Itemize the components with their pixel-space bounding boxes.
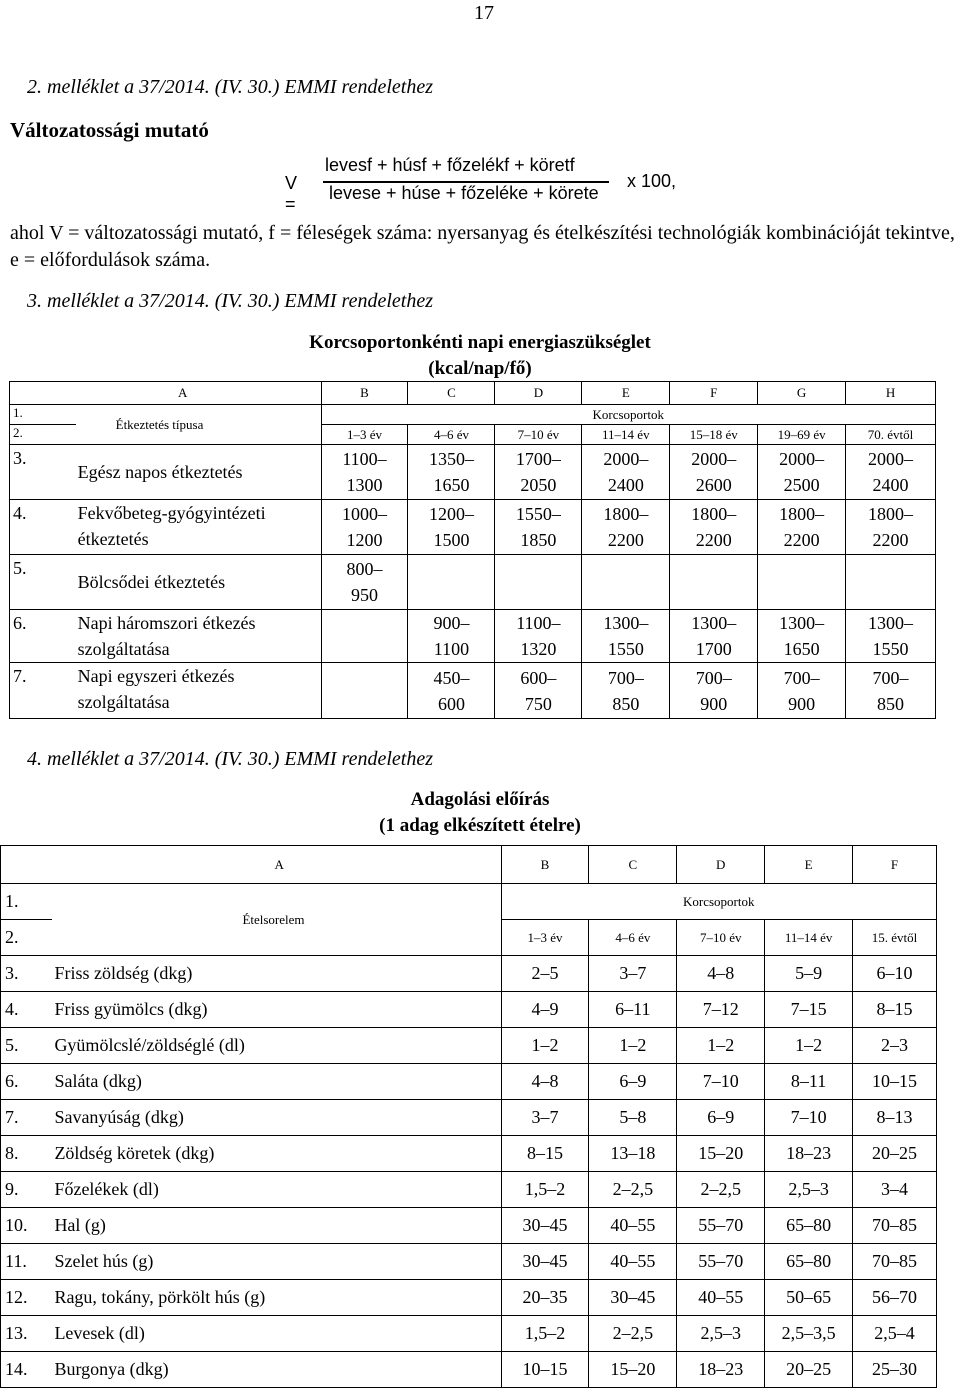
annex-4-title bbox=[250, 787, 710, 839]
age-group: 4–6 év bbox=[589, 920, 677, 956]
age-group-header: Korcsoportok bbox=[321, 405, 935, 425]
food-item-label: Gyümölcslé/zöldséglé (dl) bbox=[52, 1028, 501, 1064]
column-letter: G bbox=[758, 382, 846, 405]
energy-range-end: 2200 bbox=[783, 530, 820, 550]
portion-table-row bbox=[1, 1100, 937, 1136]
row-number: 8. bbox=[1, 1136, 53, 1172]
annex-3-title-line2: (kcal/nap/fő) bbox=[428, 358, 532, 379]
food-item-label: Saláta (dkg) bbox=[52, 1064, 501, 1100]
age-group: 7–10 év bbox=[677, 920, 765, 956]
energy-range-end: 750 bbox=[524, 693, 552, 714]
food-item-label: Szelet hús (g) bbox=[52, 1244, 501, 1280]
portion-value-cell: 4–8 bbox=[677, 956, 765, 992]
portion-value-cell: 6–11 bbox=[589, 992, 677, 1028]
annex-4-reference: 4. melléklet a 37/2014. (IV. 30.) EMMI rendelethez bbox=[27, 748, 433, 770]
age-group: 11–14 év bbox=[765, 920, 853, 956]
portion-value-cell: 3–7 bbox=[589, 956, 677, 992]
energy-table-row bbox=[10, 663, 936, 719]
energy-range-start: 700– bbox=[695, 667, 732, 688]
row-number: 6. bbox=[10, 610, 76, 663]
energy-range-end: 2200 bbox=[872, 530, 909, 550]
age-group: 15. évtől bbox=[853, 920, 937, 956]
energy-range-end: 1550 bbox=[607, 639, 644, 659]
empty-cell bbox=[1, 846, 53, 884]
column-letter: D bbox=[495, 382, 582, 405]
portion-value-cell: 30–45 bbox=[501, 1244, 589, 1280]
row-number: 10. bbox=[1, 1208, 53, 1244]
formula-lhs: V = bbox=[285, 173, 298, 214]
energy-range-start: 450– bbox=[433, 667, 470, 688]
portion-table-row bbox=[1, 1316, 937, 1352]
food-item-label: Hal (g) bbox=[52, 1208, 501, 1244]
portion-table-row bbox=[1, 1208, 937, 1244]
portion-table-row bbox=[1, 1064, 937, 1100]
portion-value-cell: 65–80 bbox=[765, 1208, 853, 1244]
header-row-1 bbox=[1, 884, 937, 920]
energy-value-cell bbox=[582, 555, 670, 610]
portion-value-cell: 18–23 bbox=[765, 1136, 853, 1172]
energy-range-start: 1700– bbox=[515, 449, 561, 469]
portion-value-cell: 8–11 bbox=[765, 1064, 853, 1100]
portion-value-cell: 7–10 bbox=[765, 1100, 853, 1136]
energy-table-body bbox=[10, 445, 936, 719]
row-number: 5. bbox=[10, 555, 76, 610]
portion-value-cell: 2–2,5 bbox=[677, 1172, 765, 1208]
energy-range-start: 700– bbox=[607, 667, 644, 688]
portion-value-cell: 55–70 bbox=[677, 1208, 765, 1244]
column-letter: F bbox=[853, 846, 937, 884]
food-item-label: Főzelékek (dl) bbox=[52, 1172, 501, 1208]
energy-value-cell bbox=[408, 445, 495, 500]
annex-3-title-line1: Korcsoportonkénti napi energiaszükséglet bbox=[309, 332, 651, 353]
age-group: 1–3 év bbox=[321, 425, 408, 445]
portion-value-cell: 5–8 bbox=[589, 1100, 677, 1136]
column-letters-row bbox=[1, 846, 937, 884]
energy-table-row bbox=[10, 445, 936, 500]
row-number: 12. bbox=[1, 1280, 53, 1316]
row-number: 1. bbox=[10, 405, 76, 425]
meal-type-label: Napi háromszori étkezés szolgáltatása bbox=[76, 610, 321, 663]
portion-value-cell: 20–25 bbox=[853, 1136, 937, 1172]
energy-value-cell bbox=[321, 445, 408, 500]
energy-value-cell bbox=[408, 610, 495, 663]
food-item-label: Burgonya (dkg) bbox=[52, 1352, 501, 1388]
row-number: 1. bbox=[1, 884, 53, 920]
age-group-header: Korcsoportok bbox=[501, 884, 936, 920]
energy-range-end: 900 bbox=[788, 693, 816, 714]
column-letter: B bbox=[501, 846, 589, 884]
age-group: 19–69 év bbox=[758, 425, 846, 445]
food-item-label: Zöldség köretek (dkg) bbox=[52, 1136, 501, 1172]
row-number: 3. bbox=[10, 445, 76, 500]
energy-range-start: 1350– bbox=[428, 449, 474, 469]
annex-4-title-line2: (1 adag elkészített ételre) bbox=[379, 815, 581, 836]
energy-range-end: 2400 bbox=[607, 475, 644, 495]
energy-range-start: 2000– bbox=[603, 449, 649, 469]
food-item-label: Levesek (dl) bbox=[52, 1316, 501, 1352]
meal-type-label: Egész napos étkeztetés bbox=[76, 445, 321, 500]
portion-value-cell: 5–9 bbox=[765, 956, 853, 992]
column-letter: F bbox=[670, 382, 758, 405]
portion-value-cell: 40–55 bbox=[677, 1280, 765, 1316]
energy-value-cell bbox=[495, 555, 582, 610]
row-number: 2. bbox=[10, 425, 76, 445]
portion-value-cell: 4–8 bbox=[501, 1064, 589, 1100]
energy-value-cell bbox=[582, 610, 670, 663]
portion-value-cell: 25–30 bbox=[853, 1352, 937, 1388]
portion-value-cell: 8–13 bbox=[853, 1100, 937, 1136]
portion-value-cell: 2,5–3 bbox=[677, 1316, 765, 1352]
column-letter: D bbox=[677, 846, 765, 884]
energy-range-start: 1300– bbox=[779, 613, 825, 633]
energy-range-start: 1300– bbox=[868, 613, 914, 633]
column-letter: H bbox=[846, 382, 936, 405]
row-number: 13. bbox=[1, 1316, 53, 1352]
age-group: 4–6 év bbox=[408, 425, 495, 445]
energy-table-row bbox=[10, 610, 936, 663]
energy-range-start: 1300– bbox=[603, 613, 649, 633]
portion-value-cell: 13–18 bbox=[589, 1136, 677, 1172]
energy-range-start: 1100– bbox=[516, 613, 561, 633]
energy-value-cell bbox=[582, 500, 670, 555]
energy-range-start: 1800– bbox=[691, 504, 737, 524]
portion-table-body bbox=[1, 956, 937, 1388]
energy-range-start: 1300– bbox=[691, 613, 737, 633]
portion-value-cell: 15–20 bbox=[677, 1136, 765, 1172]
meal-type-label: Napi egyszeri étkezés szolgáltatása bbox=[76, 663, 321, 719]
portion-table-row bbox=[1, 956, 937, 992]
energy-value-cell bbox=[321, 500, 408, 555]
annex-3-title bbox=[250, 330, 710, 382]
portion-value-cell: 20–25 bbox=[765, 1352, 853, 1388]
portion-value-cell: 55–70 bbox=[677, 1244, 765, 1280]
energy-range-end: 850 bbox=[877, 693, 905, 714]
energy-range-end: 1500 bbox=[433, 530, 470, 550]
portion-value-cell: 8–15 bbox=[501, 1136, 589, 1172]
energy-range-end: 2050 bbox=[520, 475, 557, 495]
energy-range-end: 1650 bbox=[433, 475, 470, 495]
energy-range-start: 1000– bbox=[342, 504, 388, 524]
energy-table-row bbox=[10, 555, 936, 610]
energy-value-cell bbox=[582, 663, 670, 719]
portion-value-cell: 2–2,5 bbox=[589, 1316, 677, 1352]
energy-range-end: 2200 bbox=[695, 530, 732, 550]
portion-table-row bbox=[1, 1280, 937, 1316]
energy-range-end: 1300 bbox=[346, 475, 383, 495]
meal-type-label: Bölcsődei étkeztetés bbox=[76, 555, 321, 610]
energy-value-cell bbox=[670, 663, 758, 719]
portion-table-row bbox=[1, 1136, 937, 1172]
age-group: 70. évtől bbox=[846, 425, 936, 445]
energy-range-end: 1700 bbox=[695, 639, 732, 659]
energy-range-start: 900– bbox=[433, 613, 470, 633]
row-number: 4. bbox=[10, 500, 76, 555]
portion-value-cell: 2,5–3 bbox=[765, 1172, 853, 1208]
formula-multiplier: x 100, bbox=[627, 171, 677, 191]
portion-value-cell: 7–10 bbox=[677, 1064, 765, 1100]
meal-type-label: Fekvőbeteg-gyógyintézeti étkeztetés bbox=[76, 500, 321, 555]
annex-2-title: Változatossági mutató bbox=[10, 118, 209, 142]
energy-range-end: 2500 bbox=[783, 475, 820, 495]
portion-table-row bbox=[1, 1244, 937, 1280]
energy-value-cell bbox=[495, 500, 582, 555]
energy-value-cell bbox=[846, 500, 936, 555]
energy-table-row bbox=[10, 500, 936, 555]
row-number: 11. bbox=[1, 1244, 53, 1280]
energy-value-cell bbox=[846, 663, 936, 719]
formula-explanation: ahol V = változatossági mutató, f = féleségek száma: nyersanyag és ételkészítési technológiák kombinációját tekintve, e = előfordulások száma. bbox=[10, 222, 955, 271]
portion-table-row bbox=[1, 1028, 937, 1064]
energy-range-start: 1550– bbox=[515, 504, 561, 524]
row-number: 5. bbox=[1, 1028, 53, 1064]
portion-table bbox=[0, 845, 937, 1388]
energy-range-end: 2600 bbox=[695, 475, 732, 495]
portion-value-cell: 2–3 bbox=[853, 1028, 937, 1064]
food-item-label: Ragu, tokány, pörkölt hús (g) bbox=[52, 1280, 501, 1316]
energy-range-end: 1100 bbox=[433, 639, 470, 659]
portion-value-cell: 7–12 bbox=[677, 992, 765, 1028]
energy-value-cell bbox=[670, 610, 758, 663]
portion-value-cell: 15–20 bbox=[589, 1352, 677, 1388]
portion-value-cell: 50–65 bbox=[765, 1280, 853, 1316]
portion-value-cell: 70–85 bbox=[853, 1208, 937, 1244]
portion-value-cell: 20–35 bbox=[501, 1280, 589, 1316]
portion-value-cell: 40–55 bbox=[589, 1244, 677, 1280]
energy-range-end: 2400 bbox=[872, 475, 909, 495]
column-letter: E bbox=[582, 382, 670, 405]
portion-value-cell: 6–10 bbox=[853, 956, 937, 992]
formula-denominator: levese + húse + főzeléke + körete bbox=[329, 183, 599, 203]
column-letter: A bbox=[52, 846, 501, 884]
energy-value-cell bbox=[846, 445, 936, 500]
portion-value-cell: 1,5–2 bbox=[501, 1316, 589, 1352]
energy-value-cell bbox=[321, 555, 408, 610]
row-number: 3. bbox=[1, 956, 53, 992]
portion-value-cell: 1–2 bbox=[501, 1028, 589, 1064]
energy-range-end: 600 bbox=[437, 693, 465, 714]
energy-value-cell bbox=[758, 663, 846, 719]
annex-4-title-line1: Adagolási előírás bbox=[410, 789, 550, 810]
energy-value-cell bbox=[321, 663, 408, 719]
portion-table-row bbox=[1, 1172, 937, 1208]
energy-range-start: 1100– bbox=[342, 449, 387, 469]
formula-numerator: levesf + húsf + főzelékf + köretf bbox=[325, 155, 575, 175]
energy-value-cell bbox=[408, 555, 495, 610]
row-number: 14. bbox=[1, 1352, 53, 1388]
energy-value-cell bbox=[670, 500, 758, 555]
column-letters-row bbox=[10, 382, 936, 405]
row-number: 6. bbox=[1, 1064, 53, 1100]
column-letter: E bbox=[765, 846, 853, 884]
energy-range-end: 2200 bbox=[607, 530, 644, 550]
energy-value-cell bbox=[321, 610, 408, 663]
portion-value-cell: 65–80 bbox=[765, 1244, 853, 1280]
portion-value-cell: 56–70 bbox=[853, 1280, 937, 1316]
portion-value-cell: 1–2 bbox=[677, 1028, 765, 1064]
energy-range-end: 950 bbox=[351, 585, 379, 605]
energy-value-cell bbox=[670, 555, 758, 610]
energy-range-start: 1800– bbox=[779, 504, 825, 524]
energy-value-cell bbox=[670, 445, 758, 500]
energy-value-cell bbox=[758, 555, 846, 610]
portion-value-cell: 10–15 bbox=[853, 1064, 937, 1100]
energy-value-cell bbox=[758, 500, 846, 555]
age-group: 11–14 év bbox=[582, 425, 670, 445]
portion-value-cell: 30–45 bbox=[589, 1280, 677, 1316]
portion-value-cell: 18–23 bbox=[677, 1352, 765, 1388]
energy-range-end: 1550 bbox=[872, 639, 909, 659]
row-header-label: Étkeztetés típusa bbox=[76, 405, 321, 445]
energy-value-cell bbox=[582, 445, 670, 500]
energy-range-start: 2000– bbox=[868, 449, 914, 469]
page-number: 17 bbox=[474, 2, 494, 24]
row-number: 4. bbox=[1, 992, 53, 1028]
energy-range-end: 850 bbox=[612, 693, 640, 714]
portion-value-cell: 2,5–4 bbox=[853, 1316, 937, 1352]
energy-value-cell bbox=[495, 445, 582, 500]
portion-table-row bbox=[1, 992, 937, 1028]
portion-value-cell: 1,5–2 bbox=[501, 1172, 589, 1208]
row-header-label: Ételsorelem bbox=[52, 884, 501, 956]
energy-range-start: 1200– bbox=[428, 504, 474, 524]
column-letter: C bbox=[408, 382, 495, 405]
energy-range-start: 1800– bbox=[603, 504, 649, 524]
energy-range-start: 1800– bbox=[868, 504, 914, 524]
age-group: 1–3 év bbox=[501, 920, 589, 956]
age-group: 7–10 év bbox=[495, 425, 582, 445]
portion-value-cell: 70–85 bbox=[853, 1244, 937, 1280]
portion-value-cell: 1–2 bbox=[765, 1028, 853, 1064]
energy-range-start: 2000– bbox=[691, 449, 737, 469]
energy-value-cell bbox=[846, 555, 936, 610]
energy-value-cell bbox=[495, 610, 582, 663]
portion-value-cell: 8–15 bbox=[853, 992, 937, 1028]
annex-2-reference: 2. melléklet a 37/2014. (IV. 30.) EMMI rendelethez bbox=[27, 76, 433, 98]
row-number: 7. bbox=[10, 663, 76, 719]
portion-value-cell: 7–15 bbox=[765, 992, 853, 1028]
food-item-label: Savanyúság (dkg) bbox=[52, 1100, 501, 1136]
energy-range-start: 700– bbox=[872, 667, 909, 688]
energy-range-end: 1200 bbox=[346, 530, 383, 550]
row-number: 9. bbox=[1, 1172, 53, 1208]
energy-range-end: 900 bbox=[700, 693, 728, 714]
portion-value-cell: 4–9 bbox=[501, 992, 589, 1028]
portion-value-cell: 30–45 bbox=[501, 1208, 589, 1244]
header-row-1 bbox=[10, 405, 936, 425]
column-letter: A bbox=[10, 382, 322, 405]
column-letter: C bbox=[589, 846, 677, 884]
row-number: 2. bbox=[1, 920, 53, 956]
energy-range-end: 1320 bbox=[520, 639, 557, 659]
energy-value-cell bbox=[408, 663, 495, 719]
portion-table-row bbox=[1, 1352, 937, 1388]
energy-range-end: 1850 bbox=[520, 530, 557, 550]
energy-range-end: 1650 bbox=[783, 639, 820, 659]
energy-range-start: 2000– bbox=[779, 449, 825, 469]
energy-value-cell bbox=[758, 610, 846, 663]
annex-3-reference: 3. melléklet a 37/2014. (IV. 30.) EMMI rendelethez bbox=[27, 290, 433, 312]
energy-value-cell bbox=[495, 663, 582, 719]
portion-value-cell: 10–15 bbox=[501, 1352, 589, 1388]
energy-requirement-table bbox=[9, 381, 936, 719]
energy-value-cell bbox=[408, 500, 495, 555]
portion-value-cell: 6–9 bbox=[589, 1064, 677, 1100]
energy-value-cell bbox=[758, 445, 846, 500]
column-letter: B bbox=[321, 382, 408, 405]
energy-range-start: 700– bbox=[783, 667, 820, 688]
portion-value-cell: 2–5 bbox=[501, 956, 589, 992]
row-number: 7. bbox=[1, 1100, 53, 1136]
portion-value-cell: 2–2,5 bbox=[589, 1172, 677, 1208]
food-item-label: Friss gyümölcs (dkg) bbox=[52, 992, 501, 1028]
energy-value-cell bbox=[846, 610, 936, 663]
energy-range-start: 600– bbox=[520, 667, 557, 688]
portion-value-cell: 40–55 bbox=[589, 1208, 677, 1244]
portion-value-cell: 3–7 bbox=[501, 1100, 589, 1136]
portion-value-cell: 1–2 bbox=[589, 1028, 677, 1064]
portion-value-cell: 6–9 bbox=[677, 1100, 765, 1136]
food-item-label: Friss zöldség (dkg) bbox=[52, 956, 501, 992]
age-group: 15–18 év bbox=[670, 425, 758, 445]
portion-value-cell: 3–4 bbox=[853, 1172, 937, 1208]
energy-range-start: 800– bbox=[346, 559, 383, 579]
portion-value-cell: 2,5–3,5 bbox=[765, 1316, 853, 1352]
